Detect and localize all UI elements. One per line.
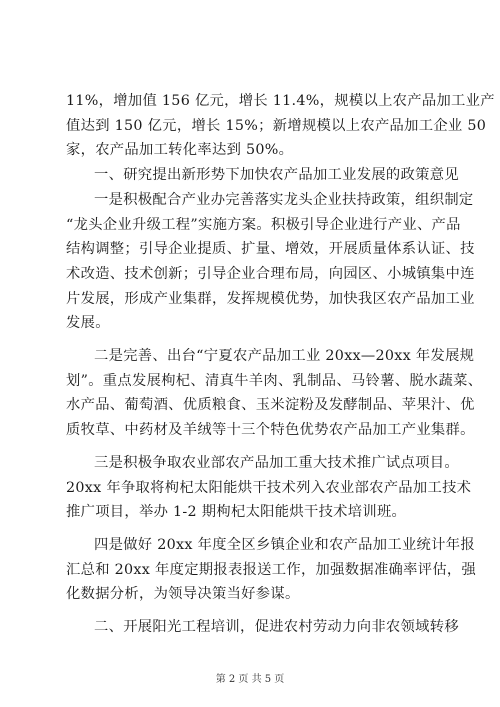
page-footer: 第 2 页 共 5 页 — [215, 674, 285, 685]
text-line: 术改造、技术创新；引导企业合理布局，向园区、小城镇集中连 — [66, 265, 475, 282]
text-line: 结构调整；引导企业提质、扩量、增效，开展质量体系认证、技 — [66, 241, 475, 258]
document-body — [66, 89, 495, 640]
text-line: 汇总和 20xx 年度定期报表报送工作，加强数据准确率评估，强 — [66, 561, 477, 578]
paragraph-5 — [66, 533, 477, 607]
text-line: 化数据分析，为领导决策当好参谋。 — [66, 586, 300, 603]
text-line: 二是完善、出台“宁夏农产品加工业 20xx—20xx 年发展规 — [94, 348, 475, 365]
text-line: 值达到 150 亿元，增长 15%；新增规模以上农产品加工企业 50 — [66, 117, 487, 134]
text-line: 11%，增加值 156 亿元，增长 11.4%，规模以上农产品加工业产 — [66, 93, 495, 109]
section-heading-1 — [66, 163, 459, 188]
text-line: 片发展，形成产业集群，发挥规模优势，加快我区农产品加工业 — [66, 290, 475, 307]
text-line: 推广项目，举办 1-2 期枸杞太阳能烘干技术培训班。 — [66, 504, 407, 521]
text-line: “龙头企业升级工程”实施方案。积极引导企业进行产业、产品 — [66, 216, 461, 233]
section-heading-2 — [66, 615, 459, 640]
text-line: 20xx 年争取将枸杞太阳能烘干技术列入农业部农产品加工技术 — [66, 479, 472, 496]
text-line: 四是做好 20xx 年度全区乡镇企业和农产品加工业统计年报 — [94, 536, 475, 553]
text-line: 发展。 — [66, 315, 110, 332]
paragraph-1 — [66, 89, 495, 163]
text-line: 水产品、葡萄酒、优质粮食、玉米淀粉及发酵制品、苹果汁、优 — [66, 397, 475, 414]
text-line: 家，农产品加工转化率达到 50%。 — [66, 142, 294, 159]
text-line: 二、开展阳光工程培训，促进农村劳动力向非农领域转移 — [94, 619, 459, 636]
paragraph-3 — [66, 344, 483, 443]
text-line: 一、研究提出新形势下加快农产品加工业发展的政策意见 — [94, 167, 459, 184]
text-line: 一是积极配合产业办完善落实龙头企业扶持政策，组织制定 — [94, 191, 474, 208]
paragraph-4 — [66, 451, 472, 525]
text-line: 质牧草、中药材及羊绒等十三个特色优势农产品加工产业集群。 — [66, 422, 475, 439]
text-line: 划”。重点发展枸杞、清真牛羊肉、乳制品、马铃薯、脱水蔬菜、 — [66, 372, 483, 389]
paragraph-2 — [66, 188, 475, 336]
text-line: 三是积极争取农业部农产品加工重大技术推广试点项目。 — [94, 454, 459, 471]
